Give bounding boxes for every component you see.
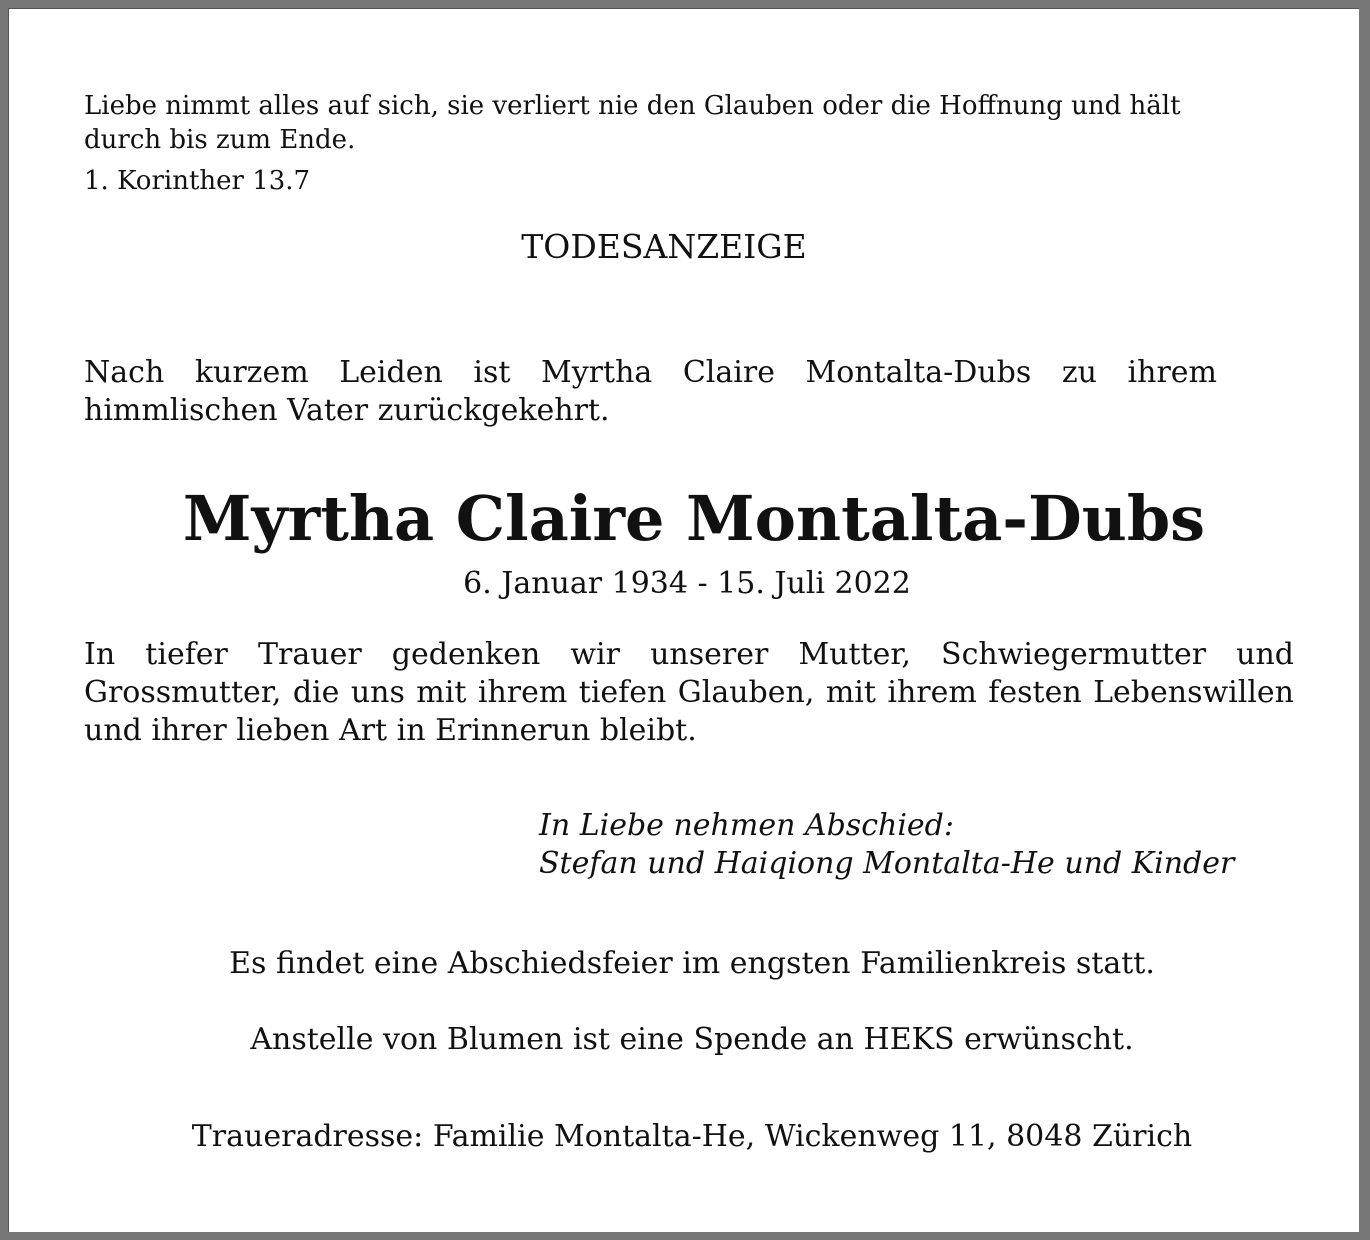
farewell-block (539, 807, 1234, 883)
bible-quote: Liebe nimmt alles auf sich, sie verliert nie den Glauben oder die Hoffnung und hält durch bis zum Ende. (84, 91, 1181, 155)
death-notice-page (8, 8, 1359, 1232)
donation-note: Anstelle von Blumen ist eine Spende an HEKS erwünscht. (250, 1022, 1134, 1057)
farewell-names: Stefan und Haiqiong Montalta-He und Kinder (539, 846, 1235, 881)
ceremony-note: Es findet eine Abschiedsfeier im engsten Familienkreis statt. (229, 946, 1155, 981)
tribute-paragraph: In tiefer Trauer gedenken wir unserer Mutter, Schwiegermutter und Grossmutter, die uns mit ihrem tiefen Glauben, mit ihrem festen Lebenswillen und ihrer lieben Art in Erinnerun bleibt. (84, 637, 1294, 748)
intro-paragraph: Nach kurzem Leiden ist Myrtha Claire Montalta-Dubs zu ihrem himmlischen Vater zurückgekehrt. (84, 355, 1217, 428)
life-dates: 6. Januar 1934 - 15. Juli 2022 (463, 566, 911, 601)
mourning-address: Traueradresse: Familie Montalta-He, Wickenweg 11, 8048 Zürich (191, 1119, 1193, 1154)
deceased-name: Myrtha Claire Montalta-Dubs (182, 482, 1206, 555)
notice-heading: TODESANZEIGE (521, 227, 807, 266)
quote-reference: 1. Korinther 13.7 (84, 166, 311, 196)
farewell-label: In Liebe nehmen Abschied: (539, 808, 954, 843)
